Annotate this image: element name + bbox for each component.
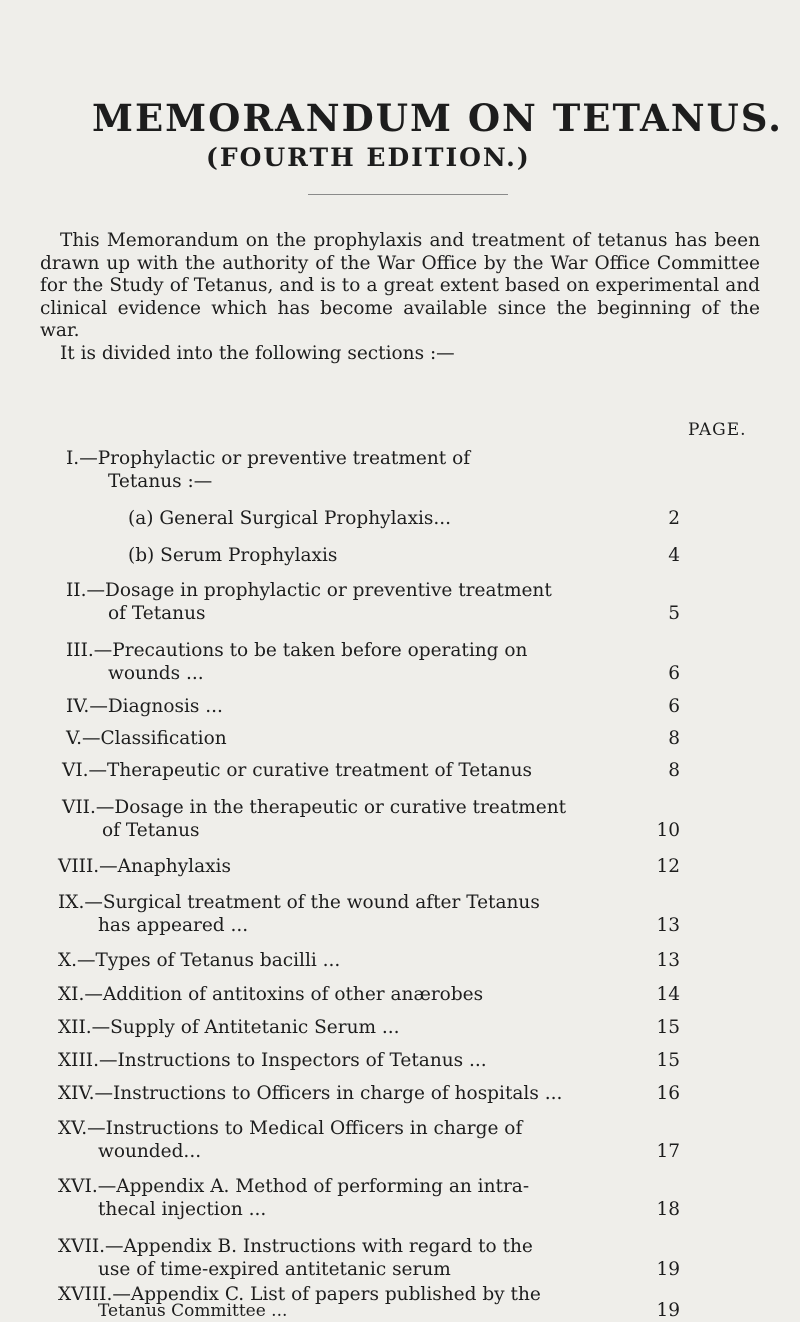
- toc-line: II.—Dosage in prophylactic or preventive treatment: [66, 580, 552, 601]
- toc-line: XVI.—Appendix A. Method of performing an intra-: [58, 1176, 530, 1197]
- toc-line: use of time-expired antitetanic serum: [98, 1259, 451, 1280]
- intro-paragraph: This Memorandum on the prophylaxis and treatment of tetanus has been drawn up with the authority of the War Office by the War Office Committee for the Study of Tetanus, and is to a great extent based on experimental and clinical evidence which has become available since the beginning of the war.: [40, 230, 760, 341]
- intro-paragraph: It is divided into the following sections :—: [60, 342, 455, 364]
- toc-page-number: 15: [656, 1017, 680, 1038]
- toc-line: XI.—Addition of antitoxins of other anærobes: [58, 984, 484, 1005]
- toc-line: has appeared ...: [98, 915, 249, 936]
- toc-page-number: 12: [656, 856, 680, 877]
- toc-line: I.—Prophylactic or preventive treatment of: [66, 448, 471, 469]
- toc-line: (a) General Surgical Prophylaxis...: [128, 508, 452, 529]
- toc-page-number: 15: [656, 1050, 680, 1071]
- toc-page-number: 13: [656, 950, 680, 971]
- toc-line: XVII.—Appendix B. Instructions with regard to the: [58, 1236, 533, 1257]
- toc-line: XVIII.—Appendix C. List of papers published by the: [58, 1284, 541, 1305]
- toc-page-number: 5: [668, 603, 680, 624]
- toc-line: X.—Types of Tetanus bacilli ...: [58, 950, 341, 971]
- edition-subtitle: (FOURTH EDITION.): [206, 143, 531, 172]
- toc-page-number: 8: [668, 728, 680, 749]
- toc-page-number: 8: [668, 760, 680, 781]
- toc-line: VIII.—Anaphylaxis: [58, 856, 231, 877]
- toc-line: VII.—Dosage in the therapeutic or curative treatment: [62, 797, 567, 818]
- toc-line: III.—Precautions to be taken before operating on: [66, 640, 528, 661]
- toc-line: (b) Serum Prophylaxis: [128, 545, 338, 566]
- toc-line: XV.—Instructions to Medical Officers in charge of: [58, 1118, 523, 1139]
- toc-page-number: 16: [656, 1083, 680, 1104]
- toc-line: XIV.—Instructions to Officers in charge of hospitals ...: [58, 1083, 563, 1104]
- toc-page-number: 13: [656, 915, 680, 936]
- toc-page-number: 2: [668, 508, 680, 529]
- toc-page-number: 10: [656, 820, 680, 841]
- page-column-heading: PAGE.: [688, 420, 747, 440]
- toc-line: XII.—Supply of Antitetanic Serum ...: [58, 1017, 400, 1038]
- toc-line: VI.—Therapeutic or curative treatment of Tetanus: [62, 760, 532, 781]
- toc-line: XIII.—Instructions to Inspectors of Tetanus ...: [58, 1050, 487, 1071]
- toc-line: of Tetanus: [102, 820, 200, 841]
- toc-line: wounds ...: [108, 663, 204, 684]
- toc-line: of Tetanus: [108, 603, 206, 624]
- document-title: MEMORANDUM ON TETANUS.: [92, 96, 784, 140]
- toc-line: Tetanus Committee ...: [98, 1301, 288, 1321]
- toc-page-number: 19: [656, 1300, 680, 1321]
- toc-line: wounded...: [98, 1141, 202, 1162]
- toc-page-number: 18: [656, 1199, 680, 1220]
- toc-page-number: 6: [668, 663, 680, 684]
- toc-page-number: 19: [656, 1259, 680, 1280]
- toc-page-number: 4: [668, 545, 680, 566]
- toc-page-number: 14: [656, 984, 680, 1005]
- toc-line: V.—Classification: [66, 728, 227, 749]
- toc-line: thecal injection ...: [98, 1199, 267, 1220]
- toc-line: IX.—Surgical treatment of the wound after Tetanus: [58, 892, 540, 913]
- toc-page-number: 6: [668, 696, 680, 717]
- toc-page-number: 17: [656, 1141, 680, 1162]
- toc-line: Tetanus :—: [108, 471, 213, 492]
- toc-line: IV.—Diagnosis ...: [66, 696, 223, 717]
